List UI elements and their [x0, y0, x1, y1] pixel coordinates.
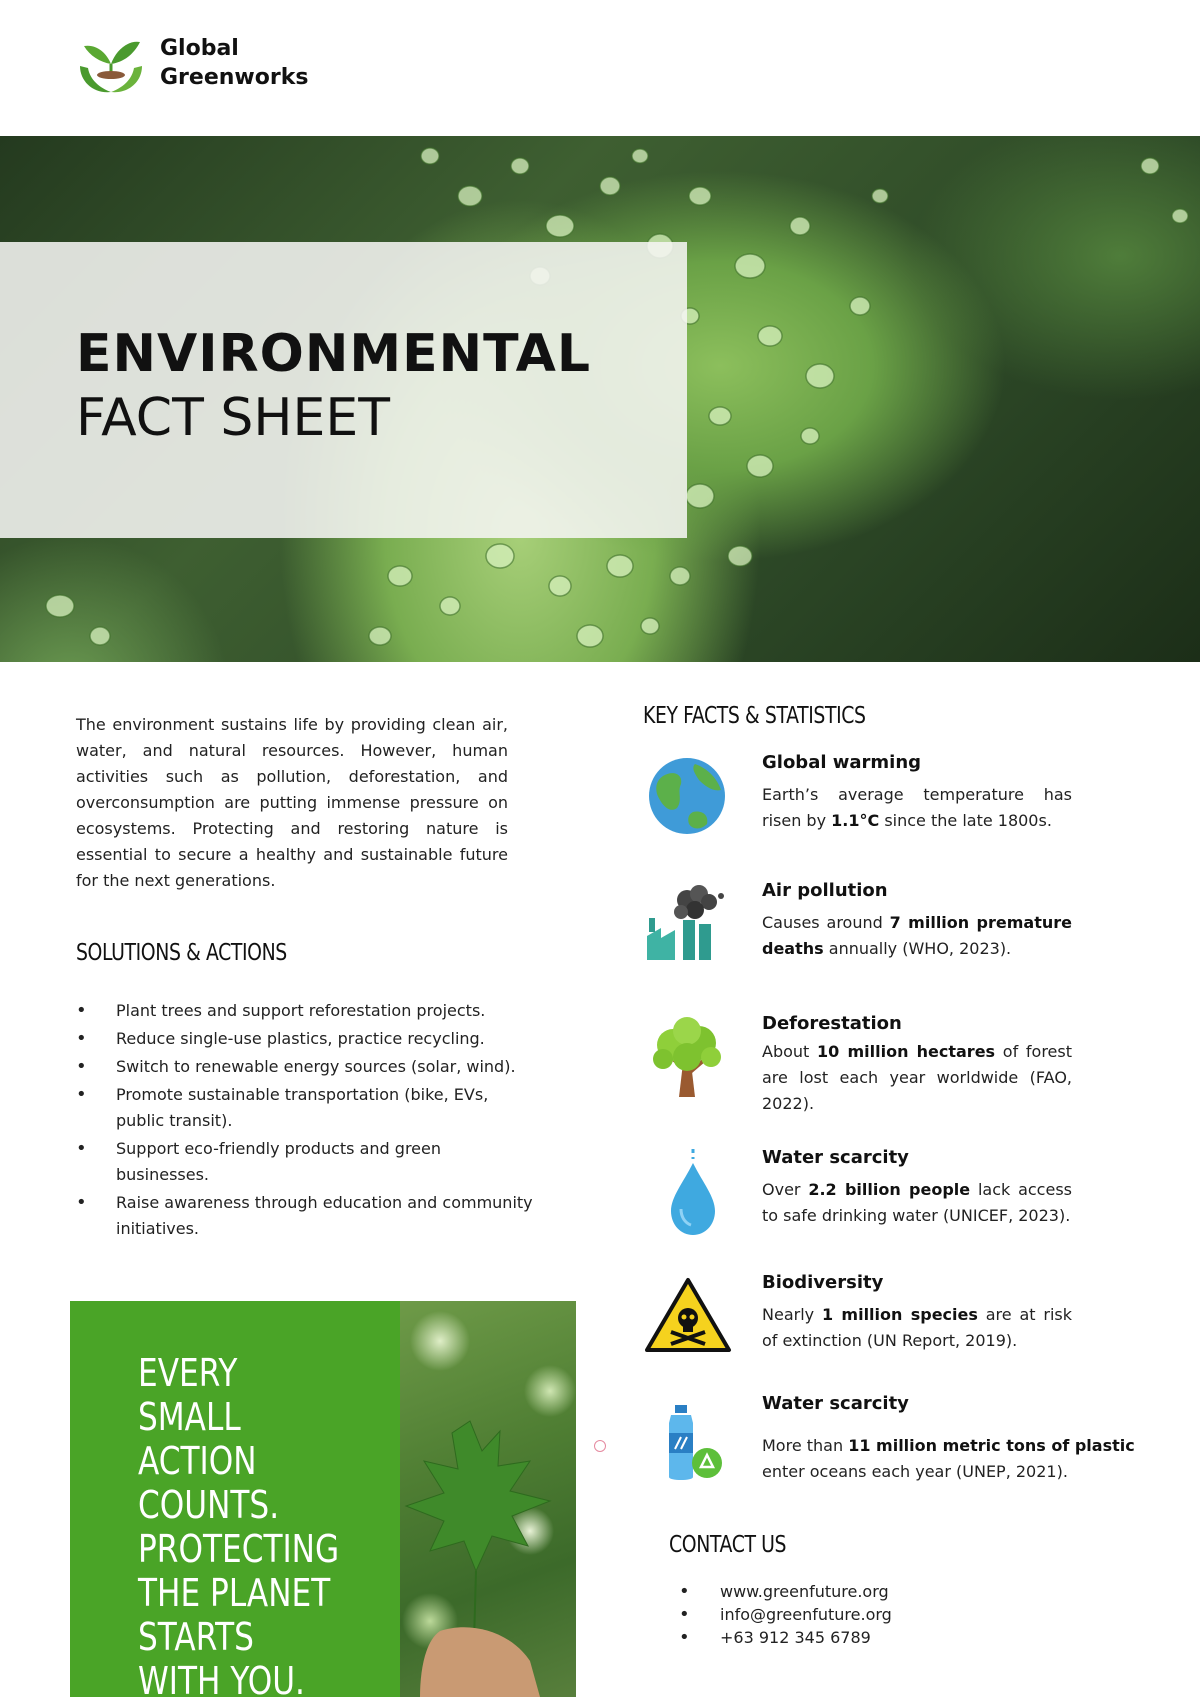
fact-text: enter oceans each year (UNEP, 2021).	[762, 1462, 1068, 1481]
list-item: • Plant trees and support reforestation projects.	[76, 998, 536, 1024]
fact-body	[762, 910, 1072, 962]
fact-body	[762, 1302, 1072, 1354]
panel-quote: EVERY SMALL ACTION COUNTS. PROTECTING THE PLANET STARTS WITH YOU.	[138, 1351, 340, 1697]
fact-body	[762, 1433, 1162, 1485]
fact-text: More than	[762, 1436, 849, 1455]
fact-text: since the late 1800s.	[879, 811, 1052, 830]
water-drop-icon	[643, 1147, 733, 1237]
list-item: • Promote sustainable transportation (bike, EVs, public transit).	[76, 1082, 536, 1134]
fact-highlight: 1 million species	[821, 1305, 978, 1324]
key-facts-heading: KEY FACTS & STATISTICS	[643, 703, 866, 729]
contact-phone[interactable]: • +63 912 345 6789	[669, 1626, 892, 1649]
fact-text: Over	[762, 1180, 809, 1199]
hero-title-light: FACT SHEET	[76, 388, 390, 448]
contact-list	[669, 1580, 892, 1649]
fact-title: Global warming	[762, 752, 922, 773]
fact-text: are at risk of extinction (UN Report, 2019).	[762, 1305, 1073, 1350]
hero-banner	[0, 136, 1200, 662]
brand-name-line2: Greenworks	[160, 65, 309, 90]
brand-logo	[76, 30, 308, 96]
fact-title: Air pollution	[762, 880, 888, 901]
call-to-action-panel	[70, 1301, 576, 1697]
fact-text: annually (WHO, 2023).	[823, 939, 1012, 958]
plastic-bottle-icon	[643, 1393, 733, 1483]
fact-text: About	[762, 1042, 818, 1061]
factory-pollution-icon	[643, 880, 733, 970]
fact-body	[762, 1039, 1072, 1117]
tree-icon	[643, 1013, 733, 1103]
fact-highlight: 11 million metric tons of plastic	[848, 1436, 1135, 1455]
cursor-indicator	[594, 1440, 606, 1452]
fact-highlight: 10 million hectares	[817, 1042, 996, 1061]
fact-body	[762, 782, 1072, 834]
hazard-skull-icon	[643, 1272, 733, 1362]
list-item: • Reduce single-use plastics, practice recycling.	[76, 1026, 536, 1052]
list-item: • Switch to renewable energy sources (solar, wind).	[76, 1054, 536, 1080]
sprout-hands-icon	[76, 30, 146, 96]
fact-title: Deforestation	[762, 1013, 902, 1034]
contact-email-link[interactable]: • info@greenfuture.org	[669, 1603, 892, 1626]
fact-text: of forest are lost each year worldwide (FAO, 2022).	[762, 1042, 1072, 1113]
hero-title-bold: ENVIRONMENTAL	[76, 324, 591, 384]
fact-text: Nearly	[762, 1305, 822, 1324]
fact-title: Water scarcity	[762, 1147, 909, 1168]
fact-title: Water scarcity	[762, 1393, 909, 1414]
leaf-in-hand-photo	[400, 1301, 576, 1697]
contact-website-link[interactable]: • www.greenfuture.org	[669, 1580, 892, 1603]
fact-text: Earth’s average temperature has risen by	[762, 785, 1072, 830]
fact-highlight: 7 million premature deaths	[762, 913, 1072, 958]
fact-text: lack access to safe drinking water (UNICEF, 2023).	[762, 1180, 1072, 1225]
fact-highlight: 1.1°C	[831, 811, 880, 830]
contact-heading: CONTACT US	[669, 1532, 787, 1558]
fact-body	[762, 1177, 1072, 1229]
solutions-list	[76, 998, 536, 1244]
brand-name-line1: Global	[160, 36, 239, 61]
brand-name	[160, 34, 308, 92]
list-item: • Support eco-friendly products and green businesses.	[76, 1136, 536, 1188]
fact-text: Causes around	[762, 913, 890, 932]
intro-paragraph: The environment sustains life by providing clean air, water, and natural resources. However, human activities such as pollution, deforestation, and overconsumption are putting immense pressure on ecosystems. Protecting and restoring nature is essential to secure a healthy and sustainable future for the next generations.	[76, 715, 508, 890]
maple-leaf-icon	[400, 1301, 576, 1697]
list-item: • Raise awareness through education and community initiatives.	[76, 1190, 536, 1242]
fact-highlight: 2.2 billion people	[808, 1180, 971, 1199]
solutions-heading: SOLUTIONS & ACTIONS	[76, 940, 287, 966]
globe-icon	[643, 752, 733, 842]
fact-title: Biodiversity	[762, 1272, 884, 1293]
